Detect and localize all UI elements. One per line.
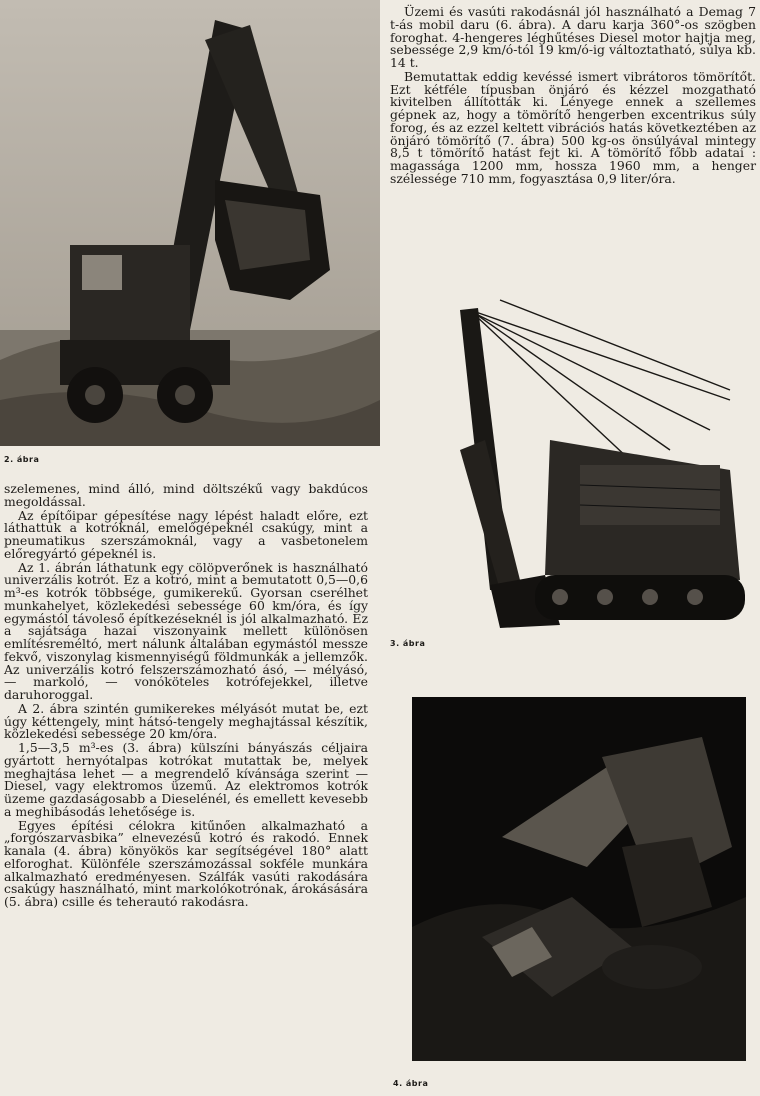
right-column-text: [390, 6, 756, 186]
figure-4-caption: 4. ábra: [393, 1079, 429, 1088]
paragraph-mechanization: Az építőipar gépesítése nagy lépést haladt előre, ezt láthattuk a kotróknál, emelőgépeknél csakúgy, mint a pneumatikus szerszámoknál, vagy a vasbetonelem előregyártó gépeknél is.: [4, 507, 368, 561]
figure-3-caption: 3. ábra: [390, 639, 426, 648]
figure-4-photo: [412, 697, 746, 1061]
paragraph-rotating-loader: Egyes építési célokra kitűnően alkalmazható a „forgószarvasbika” elnevezésű kotró és rakodó. Ennek kanala (4. ábra) könyökös kar segítségével 180° alatt elforoghat. Különféle szerszámozással sokféle munkára alkalmazható eredményesen. Szálfák vasúti rakodására csakúgy használható, mint markolókotrónak, árokásására (5. ábra) csille és teherautó rakodásra.: [4, 817, 368, 909]
paragraph-demag-crane: Üzemi és vasúti rakodásnál jól használható a Demag 7 t-ás mobil daru (6. ábra). A daru karja 360°-os szögben foroghat. 4-hengeres léghűtéses Diesel motor hajtja meg, sebessége 2,9 km/ó-tól 19 km/ó-ig változtatható, súlya kb. 14 t.: [390, 4, 756, 70]
paragraph-continuation: szelemenes, mind álló, mind döltszékű vagy bakdúcos megoldással.: [4, 481, 368, 509]
figure-2-photo: [0, 0, 380, 446]
paragraph-universal-excavator: Az 1. ábrán láthatunk egy cölöpverőnek is használható univerzális kotrót. Ez a kotró, mint a bemutatott 0,5—0,6 m³-es kotrók többsége, gumikerekű. Gyorsan cserélhet munkahelyet, közlekedési sebessége 60 km/óra, és így egymástól távoleső építkezéseknél is jól alkalmazható. Ez a sajátsága hazai viszonyaink mellett különösen említésreméltó, mert nálunk általában egymástól messze fekvő, viszonylag kismennyiségű földmunkák a jellemzők. Az univerzális kotró felszerszámozható ásó, — mélyásó, — markoló, — vonóköteles kotrófejekkel, illetve daruhoroggal.: [4, 559, 368, 702]
figure-3-photo: [430, 290, 756, 630]
paragraph-vibratory-compactor: Bemutattak eddig kevéssé ismert vibrátoros tömörítőt. Ezt kétféle típusban önjáró és kézzel mozgatható kivitelben állították ki. Lényege ennek a szellemes gépnek az, hogy a tömörítő hengerben excentrikus súly forog, és az ezzel keltett vibrációs hatás következtében az önjáró tömörítő (7. ábra) 500 kg-os önsúlyával mintegy 8,5 t tömörítő hatást fejt ki. A tömörítő főbb adatai : magassága 1200 mm, hossza 1960 mm, a henger szélessége 710 mm, fogyasztása 0,9 liter/óra.: [390, 68, 756, 186]
left-column-text: [4, 483, 368, 909]
paragraph-deep-excavator: A 2. ábra szintén gumikerekes mélyásót mutat be, ezt úgy kéttengely, mint hátsó-tengely meghajtással készítik, közlekedési sebessége 20 km/óra.: [4, 700, 368, 742]
figure-2-caption: 2. ábra: [4, 455, 40, 464]
paragraph-crawler-excavators: 1,5—3,5 m³-es (3. ábra) külszíni bányászás céljaira gyártott hernyótalpas kotrókat mutattak be, melyek meghajtása lehet — a megrendelő kívánsága szerint — Diesel, vagy elektromos üzemű. Az elektromos kotrók üzeme gazdaságosabb a Dieselénél, és emellett kevesebb a meghibásodás lehetősége is.: [4, 740, 368, 819]
